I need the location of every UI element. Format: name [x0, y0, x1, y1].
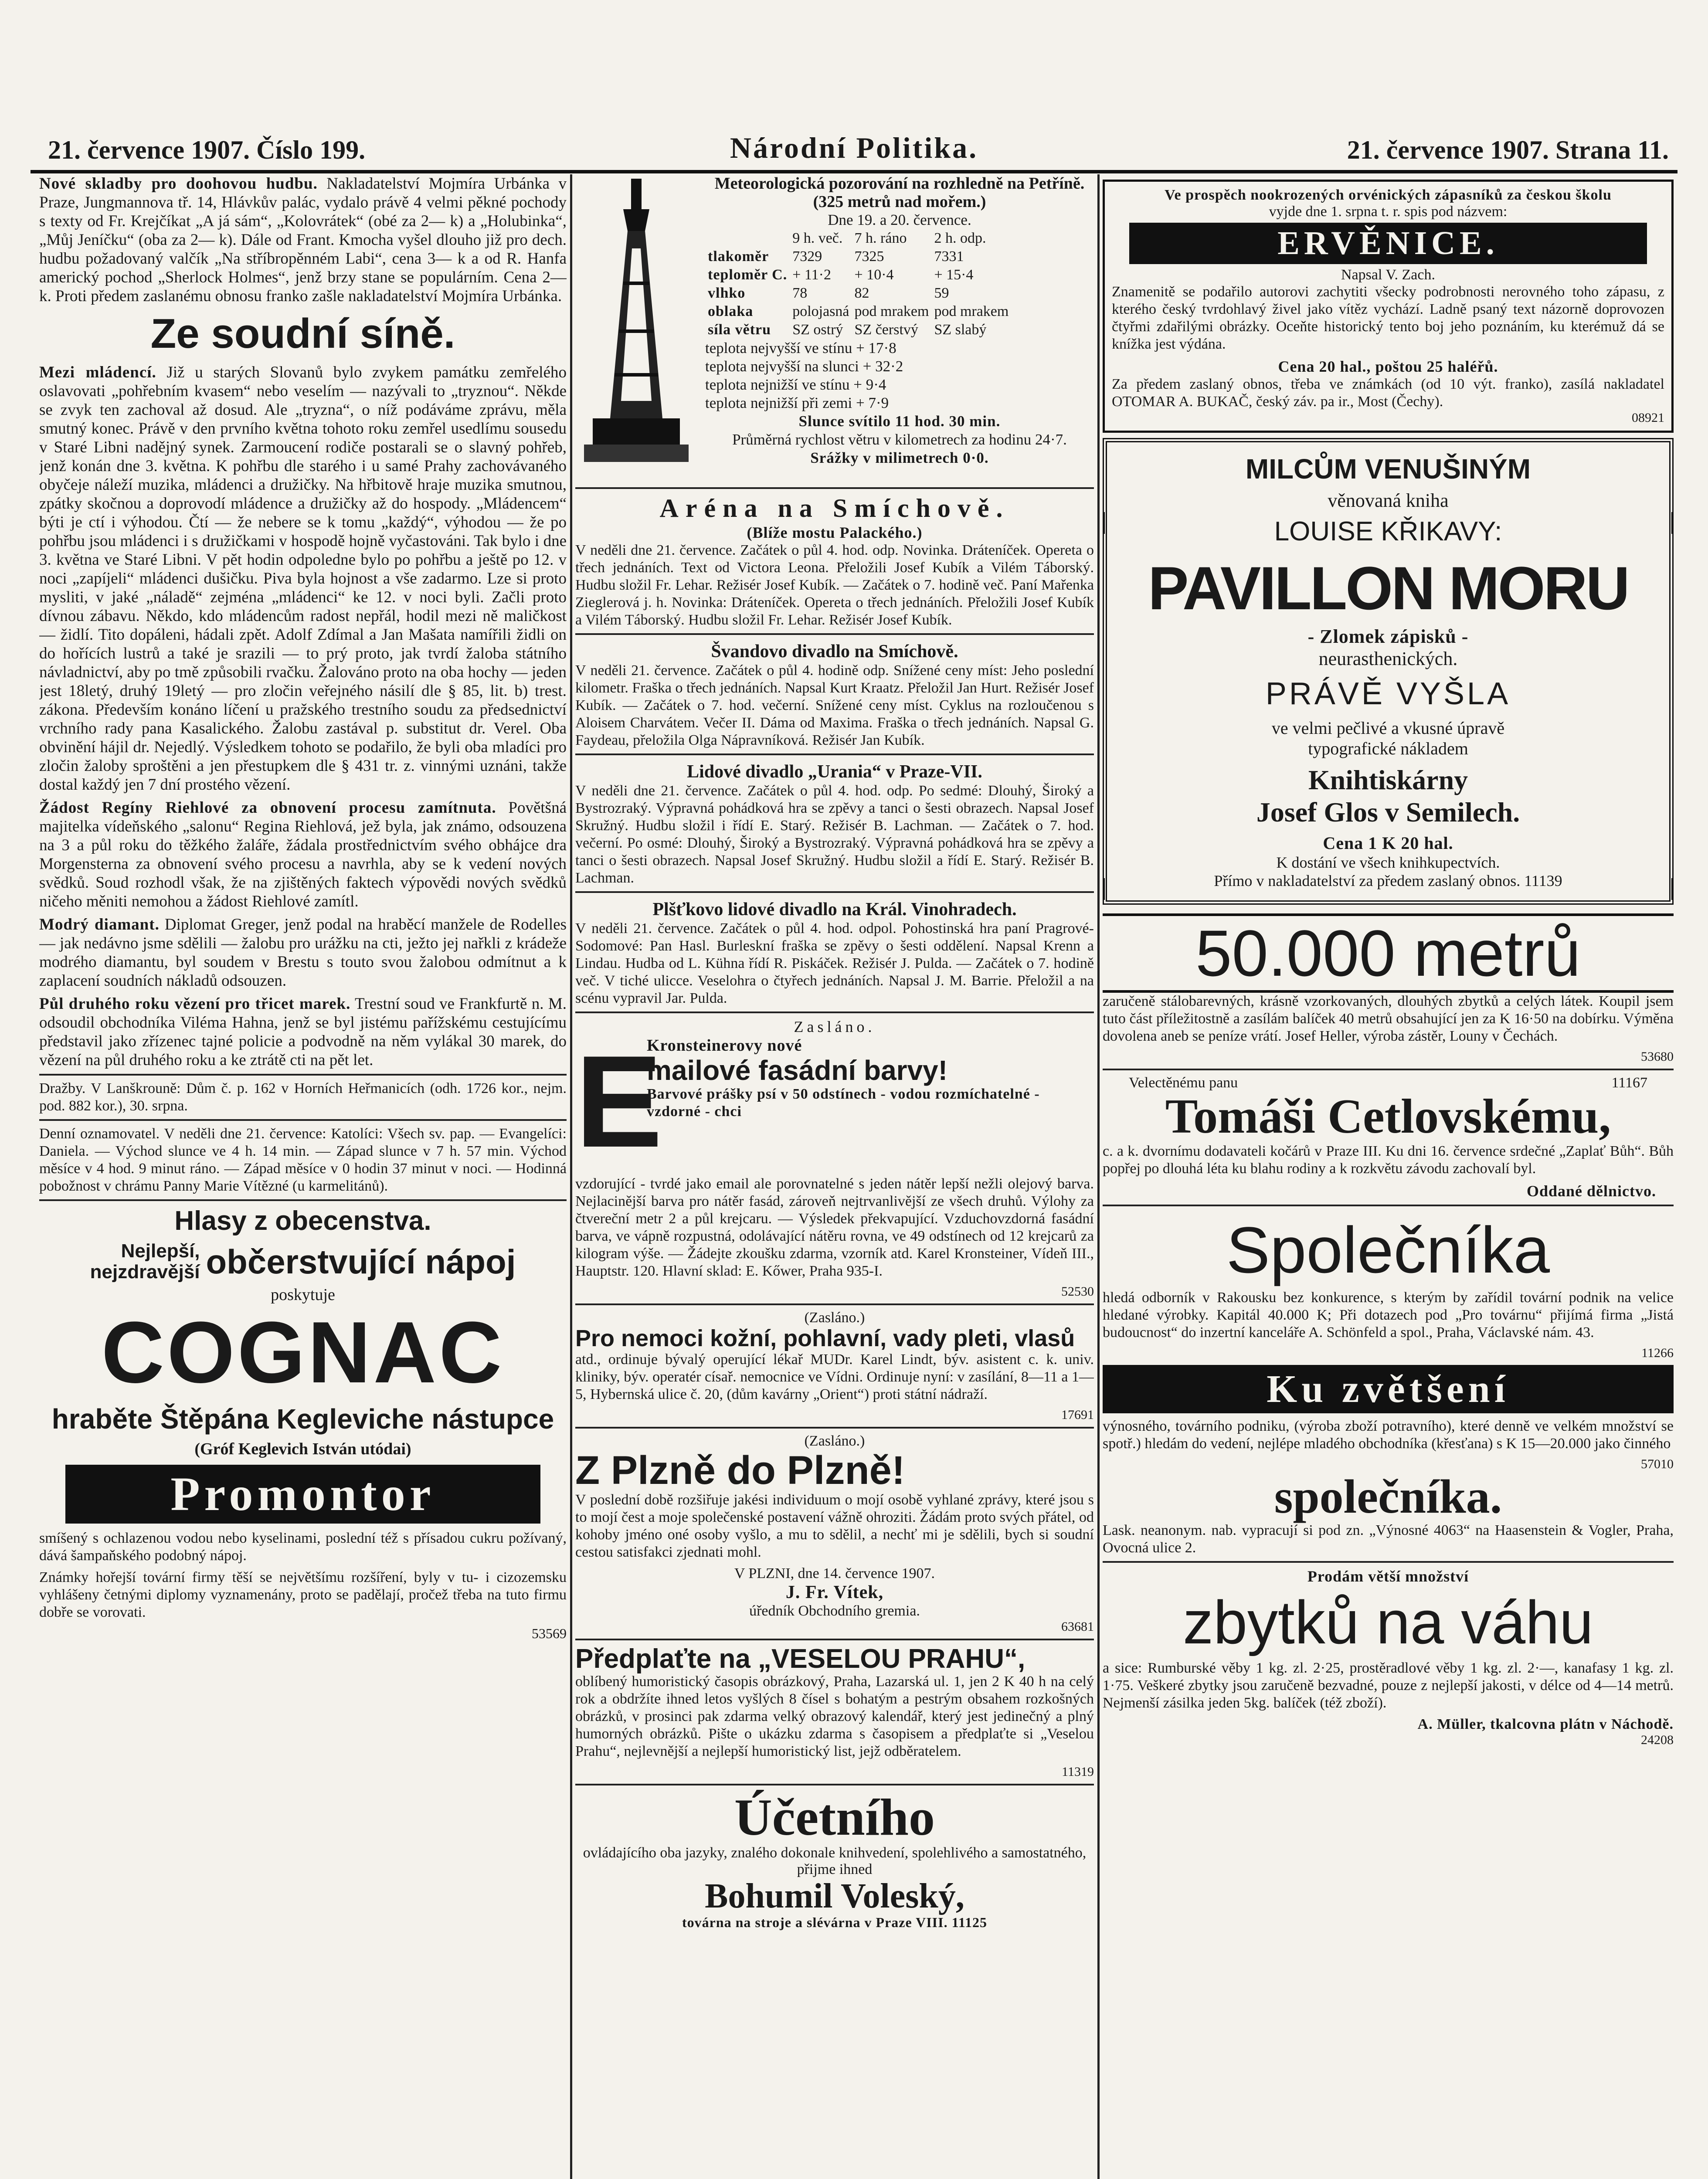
ad-text — [575, 1914, 1094, 1931]
article-hahn: Půl druhého roku vězení pro třicet marek. Trestní soud ve Frankfurtě n. M. odsoudil obchodníka Viléma Hahna, jenž se byl jistému pařížskému cestujícímu představil jako zřízenec tajné policie a podvodně na něm vylákal 30 marek, do vězení na půl druhého roku a ke ztrátě cti na pět let. — [39, 995, 567, 1069]
ad-text: a sice: Rumburské věby 1 kg. zl. 2·25, prostěradlové věby 1 kg. zl. 2·—, kanafasy 1 kg. zl. 1·75. Veškeré zbytky jsou zaručeně bezvadné, pouze z nejlepší jakosti, v délce od 4—14 metrů. Nejmenší zásilka jeden 5kg. balíček (též zboží). — [1103, 1660, 1674, 1711]
article-diamond: Modrý diamant. Diplomat Greger, jenž podal na hraběcí manžele de Rodelles — jak nedávno jsme sdělili — žalobu pro urážku na cti, ježto jej nařkli z krádeže modrého diamantu, byl soudem v Brestu s touto svou žalobou odmítnut a k zaplacení soudních nákladů odsouzen. — [39, 916, 567, 990]
ad-number: 11139 — [1524, 872, 1562, 889]
auction-notice: Dražby. V Lanškrouně: Dům č. p. 162 v Horních Heřmanicích (odh. 1726 kor., nejm. pod. 882 kor.), 30. srpna. — [39, 1080, 567, 1114]
ad-company: Knihtiskárny — [1308, 764, 1468, 795]
ad-text: Ve prospěch nookrozených orvénických zápasníků za českou školu — [1165, 187, 1612, 203]
divider — [575, 1427, 1094, 1429]
sent-label: (Zasláno.) — [804, 1432, 865, 1449]
page-number: 21. července 1907. Strana 11. — [1347, 136, 1669, 164]
ad-text: vzdorující - tvrdé jako email ale porovnatelné s jeden nátěr lepší nežli olejový barva. Nejlacinější barva pro nátěr fasád, zároveň nejtrvanlivější ze všech druhů. Výlohy za čtvereční metr 2 a půl krejcaru. — Výsledek překvapující. Vzduchovzdorná fasádní barva, ve vápně rozpustná, odolávající nátěru rovna, ve 49 odstínech od 12 krejcarů za kilogram výše. — Žádejte zkoušku zdarma, vzorník atd. Karel Kronsteiner, Vídeň III., Hauptstr. 120. Hlavní sklad: E. Kőwer, Praha 935-I. — [575, 1176, 1094, 1279]
meteo-cell: síla větru — [708, 322, 771, 338]
meteo-cell: 78 — [792, 285, 808, 301]
ad-text: Napsal V. Zach. — [1341, 267, 1435, 283]
ad-text: výnosného, továrního podniku, (výroba zboží potravního), které denně ve velkém množství se spotř.) hledám do vedení, nejlépe mladého obchodníka (křesťana) s K 15—20.000 jako činného — [1103, 1418, 1674, 1452]
music-notice: Nové skladby pro doohovou hudbu. Nakladatelství Mojmíra Urbánka v Praze, Jungmannova tř. 14, Hlávkův palác, vydalo právě 4 velmi pěkné pochody s texty od Fr. Krejčíkat „A já sám“, „Kolovrátek“ (obé za 2— k) a „Holubinka“, „Můj Jeníčku“ (oba za 2— k). Dále od Frant. Kmocha vyšel dlouho již pro dech. hudbu požadovaný valčík „Na stříbropěnném Labi“, cena 3— k a od R. Hanfa americký pochod „Sherlock Holmes“, jenž brzy stane se populárním. Cena 2— k. Proti předem zaslanému obnosu franko zašle nakladatelství Mojmíra Urbánka. — [39, 175, 567, 305]
divider — [575, 1784, 1094, 1785]
meteo-col-head — [705, 229, 790, 248]
ad-text: c. a k. dvornímu dodavateli kočárů v Praze III. Ku dni 16. července srdečné „Zaplať Bůh“. Bůh popřej po dlouhá léta ku blahu rodiny a k rozkvětu závodu zachovalí byl. — [1103, 1143, 1674, 1177]
ad-slogan: Ku zvětšení — [1103, 1365, 1674, 1413]
meteo-col-head: 9 h. več. — [792, 230, 843, 246]
divider — [575, 1303, 1094, 1305]
divider — [39, 1199, 567, 1201]
theatre-program: V neděli dne 21. července. Začátek o půl 4. hod. odp. Po sedmé: Dlouhý, Široký a Bystrozraký. Výpravná pohádková hra se zpěvy a tanci o šesti obrazech. Napsal Josef Skružný. Hudbu složil i řídí E. Starý. Režisér B. Lachman. — Začátek o 7. hod. večerní. Po osmé: Dlouhý, Široký a Bystrozraký. Výpravná pohádková hra se zpěvy a tanci o šesti obrazech. Napsal Josef Skružný. Hudbu složil a řídí E. Starý. Režisér B. Lachman. — [575, 783, 1094, 886]
meteo-cell: tlakoměr — [708, 248, 769, 265]
dropcap-e: E — [575, 1028, 663, 1174]
meteo-cell: + 11·2 — [792, 267, 831, 283]
ad-slogan: mailové fasádní barvy! — [647, 1055, 948, 1086]
meteo-cell: 59 — [934, 285, 949, 301]
ad-signature: Oddané dělnictvo. — [1526, 1182, 1656, 1200]
ad-slogan: ERVĚNICE. — [1129, 223, 1647, 264]
ad-text: V PLZNI, dne 14. července 1907. — [734, 1565, 935, 1582]
meteo-cell: 82 — [854, 285, 869, 301]
cognac-brand: COGNAC — [101, 1304, 505, 1401]
meteo-col-head: 2 h. odp. — [934, 230, 986, 246]
meteo-date: Dne 19. a 20. července. — [828, 211, 971, 228]
ad-slogan: občerstvující nápoj — [206, 1242, 516, 1281]
meteo-line: teplota nejnižší ve stínu + 9·4 — [705, 376, 886, 393]
meteo-cell: SZ ostrý — [792, 322, 843, 338]
divider — [1103, 1069, 1674, 1070]
meteo-cell: + 15·4 — [934, 267, 974, 283]
ornament — [1671, 512, 1674, 534]
ad-number: 57010 — [1641, 1456, 1674, 1471]
masthead — [31, 131, 1677, 170]
theatre-title: Lidové divadlo „Urania“ v Praze-VII. — [687, 762, 982, 782]
meteo-cell: polojasná — [792, 303, 849, 319]
ad-company: Bohumil Voleský, — [705, 1877, 964, 1916]
ad-text: Kronsteinerovy nové — [647, 1036, 802, 1055]
ad-text: atd., ordinuje bývalý operující lékař MUDr. Karel Lindt, býv. asistent c. k. univ. kliniky, býv. operatér císař. nemocnice ve Vídni. Ordinuje nyní: v zasílání, 8—11 a 1—5, Hybernská ulice č. 20, (dům kavárny „Orient“) proti státní nádraží. — [575, 1351, 1094, 1402]
column-3 — [1103, 174, 1674, 2179]
divider — [575, 891, 1094, 893]
divider — [39, 1119, 567, 1121]
ad-signature: A. Müller, tkalcovna plátn v Náchodě. — [1417, 1716, 1674, 1733]
meteo-line: Průměrná rychlost větru v kilometrech za hodinu 24·7. — [732, 431, 1067, 448]
ad-text: úředník Obchodního gremia. — [749, 1603, 920, 1619]
ad-text: hledá odborník v Rakousku bez konkurence, s kterým by zařídil tovární podnik na velice hledané výrobky. Kapitál 40.000 K; Při dotazech pod „Pro továrnu“ přijímá firma „Jistá budoucnost“ do inzertní kanceláře A. Schönfeld a spol., Praha, Václavské nám. 43. — [1103, 1289, 1674, 1341]
column-2 — [575, 174, 1094, 2179]
ad-company-hu: (Gróf Keglevich István utódai) — [194, 1440, 411, 1458]
meteo-title: Meteorologická pozorování na rozhledně na Petříně. (325 metrů nad mořem.) — [714, 174, 1085, 211]
meteo-line: Slunce svítilo 11 hod. 30 min. — [798, 413, 1001, 430]
meteo-line: teplota nejnižší při zemi + 7·9 — [705, 394, 889, 411]
ad-text: K dostání ve všech knihkupectvích. — [1276, 854, 1500, 871]
theatre-subtitle: (Blíže mostu Palackého.) — [747, 524, 923, 541]
theatre-title: Švandovo divadlo na Smíchově. — [711, 641, 958, 662]
ad-slogan: Pro nemoci kožní, pohlavní, vady pleti, vlasů — [575, 1325, 1075, 1351]
meteo-cell: 7331 — [934, 248, 964, 265]
meteo-table — [705, 229, 1011, 339]
divider — [575, 753, 1094, 755]
ornament — [1671, 878, 1674, 900]
ad-slogan: Účetního — [734, 1788, 935, 1846]
ad-number: 24208 — [1641, 1733, 1674, 1748]
theatre-program: V neděli dne 21. července. Začátek o půl 4. hod. odp. Novinka. Dráteníček. Opereta o třech jednáních. Text od Victora Leona. Přeložili Josef Kubík a Vilém Táborský. Hudbu složil Fr. Lehar. Režisér Josef Kubík. — Začátek o 7. hodině več. Paní Mařenka Zieglerová j. h. Novinka: Dráteníček. Opereta o třech jednáních. Přeložili Josef Kubík a Vilém Táborský. Hudbu složil Fr. Lehar. Režisér Josef Kubík. — [575, 542, 1094, 628]
ad-number: 63681 — [1061, 1619, 1094, 1634]
divider — [575, 633, 1094, 635]
petrin-tower-icon — [575, 174, 697, 479]
meteo-cell: oblaka — [708, 303, 754, 319]
ad-text: ovládajícího oba jazyky, znalého dokonale knihvedení, spolehlivého a samostatného, přijme ihned — [583, 1845, 1087, 1878]
meteo-col-head: 7 h. ráno — [854, 230, 907, 246]
meteo-cell: + 10·4 — [854, 267, 894, 283]
ornament — [1103, 878, 1105, 900]
masthead-rule — [31, 170, 1677, 173]
ad-heading: Hlasy z obecenstva. — [174, 1206, 431, 1236]
ad-number: 11167 — [1611, 1075, 1647, 1091]
ad-slogan: společníka. — [1274, 1470, 1502, 1523]
ad-text: smíšený s ochlazenou vodou nebo kyselinami, poslední též s přísadou cukru požívaný, dává šampaňského podobný nápoj. — [39, 1530, 567, 1564]
divider — [39, 1074, 567, 1076]
ad-company: Josef Glos v Semilech. — [1256, 797, 1520, 828]
ad-text — [1124, 872, 1652, 890]
cognac-ad — [39, 1205, 567, 1642]
article-tryzna: Mezi mládencí. Již u starých Slovanů bylo zvykem památku zemřelého oslavovati „pohřebním kvasem“ nebo veselím — nazývali to „tryznou“. Někde se zvyk ten zachoval až dosud. Ale „tryzna“, o níž podáváme zprávu, měla smutný konec. Právě v den prvního května tohoto roku zemřel usedlímu sousedu v Staré Libni nadějný synek. Zarmoucení rodiče postarali se o slavný pohřeb, jenž konán dne 3. května. K pohřbu dle starého i u samé Prahy zachovávaného obyčeje náleží muzika, mládenci a družičky. Na hřbitově hraje muzika smutnou, zpátky skočnou a doprovodí mládence a družičky až do hospody. „Mládencem“ býti je ctí i výhodou. Čtí — že nebere se k tomu „každý“, výhodou — že po pohřbu jsou mládenci i s družičkami v hospodě hojně vyčastováni. Tak bylo i dne 3. května ve Staré Libni. V pět hodin odpoledne bylo po pohřbu a ještě po 12. v noci „zapíjeli“ mládenci dušičku. Piva byla hojnost a vše zadarmo. Lze si proto mysliti, v jaké „náladě“ zejména „mládenci“ ke 12. v noci byli. Začli proto dívnou zábavu. Někdo, kdo mládencům radost nepřál, hodil mezi ně maličkost — židlí. Tito dopáleni, hádali zpět. Adolf Zdímal a Jan Mašata namířili židli on do hořících lustrů a také je srazili — to prý proto, jak tvrdí žaloba státního návladnictví, aby po tmě způsobili rvačku. Žalováno proto na oba hochy — jeden jest 18letý, druhý 19letý — pro zločin veřejného násilí dle § 85, lit. b) trest. zákona. Především konáno líčení u pražského trestního soudu za předsednictví vrchního rady pana Kasalického. Žalobu zastával p. substitut dr. Verel. Oba obvinění hájil dr. Nejedlý. Výsledkem tohoto se podařilo, že byli oba mladíci pro zločin žaloby sproštěni a jen přestupkem dle § 431 tr. z. vinnými uznáni, takže dostal každý jen 7 dní prostého vězení. — [39, 363, 567, 794]
column-divider — [570, 174, 572, 2179]
ad-number: 53569 — [532, 1626, 567, 1641]
ad-author: LOUISE KŘIKAVY: — [1274, 516, 1502, 546]
ad-text: Prodám větší množství — [1307, 1568, 1469, 1585]
ad-price: Cena 20 hal., poštou 25 haléřů. — [1278, 358, 1498, 375]
theatre-title: Plšťkovo lidové divadlo na Král. Vinohradech. — [652, 899, 1017, 920]
ad-text: Lask. neanonym. nab. vypracují si pod zn. „Výnosné 4063“ na Haasenstein & Vogler, Praha, Ovocná ulice 2. — [1103, 1522, 1674, 1556]
ad-header — [1103, 1075, 1674, 1091]
ad-number: 17691 — [1061, 1407, 1094, 1422]
theatre-program: V neděli 21. července. Začátek o půl 4. hod. odpol. Pohostinská hra paní Pragrové-Sodomové: Pan Hasl. Burleskní fraška se zpěvy o šesti oddělení. Napsal Krenn a Lindau. Hudba od L. Kühna řídí R. Piskáček. Režisér J. Pulda. — Začátek o 7. hodině več. V tiché ulicce. Veselohra o čtyřech jednáních. Napsal J. M. Barrie. Přeložil a na scénu vypravil Jar. Pulda. — [575, 920, 1094, 1006]
ad-price: Cena 1 K 20 hal. — [1323, 833, 1453, 853]
meteo-report — [575, 174, 1094, 483]
divider — [575, 1011, 1094, 1013]
article-riehl: Žádost Regíny Riehlové za obnovení procesu zamítnuta. Povětšná majitelka vídeňského „salonu“ Regina Riehlová, jež byla, jak známo, odsouzena na 3 a půl roku do těžkého žaláře, žádala prostřednictvím svého obhájce dra Morgensterna za obnovení svého procesu a navrhla, aby se k vedení nových svědků. Soud rozhodl však, že na zjištěných faktech výpovědi nových svědků ničeho měniti nemohou a žádost Riehlové zamítl. — [39, 799, 567, 910]
ad-slogan: 50.000 metrů — [1103, 913, 1674, 993]
ad-text: Za předem zaslaný obnos, třeba ve známkách (od 10 výt. franko), zasílá nakladatel OTOMAR A. BUKAČ, český záv. pa ir., Most (Čechy). — [1112, 376, 1664, 410]
ad-text: zaručeně stálobarevných, krásně vzorkovaných, dlouhých zbytků a celých látek. Koupil jsem tuto část příležitostně a zasílám balíček 40 metrů obsahující jen za K 16·50 na dobírku. Výměna dovolena aneb se peníze vrátí. Josef Heller, výroba zástěr, Louny v Čechách. — [1103, 993, 1674, 1044]
ad-number: 11266 — [1641, 1345, 1674, 1360]
meteo-line: Srážky v milimetrech 0·0. — [810, 449, 989, 466]
divider — [575, 1639, 1094, 1640]
ornament — [1103, 512, 1105, 534]
milcum-ad — [1103, 438, 1674, 905]
ad-heading: MILCŮM VENUŠINÝM — [1245, 453, 1531, 485]
ad-company: hraběte Štěpána Kegleviche nástupce — [51, 1403, 554, 1435]
issue-date-left: 21. července 1907. Číslo 199. — [48, 136, 366, 164]
meteo-line: teplota nejvyšší na slunci + 32·2 — [705, 358, 903, 375]
ad-number: 11319 — [1062, 1765, 1094, 1779]
meteo-cell: pod mrakem — [854, 303, 929, 319]
sent-label: (Zasláno.) — [804, 1310, 865, 1326]
book-title: PAVILLON MORU — [1148, 554, 1628, 622]
ad-number: 52530 — [1061, 1284, 1094, 1299]
column-divider — [1097, 174, 1100, 2179]
ad-text: neurasthenických. — [1318, 648, 1458, 669]
ad-text: věnovaná kniha — [1328, 490, 1449, 511]
ad-text: typografické nákladem — [1308, 739, 1468, 758]
newspaper-title: Národní Politika. — [730, 131, 978, 164]
ad-text: ve velmi pečlivé a vkusné úpravě — [1271, 718, 1505, 738]
meteo-cell: vlhko — [708, 285, 746, 301]
daily-calendar: Denní oznamovatel. V neděli dne 21. července: Katolíci: Všech sv. pap. — Evangelíci: Daniela. — Východ slunce ve 4 h. 14 min. — Západ slunce v 7 h. 57 min. Východ měsíce v 4 hod. 9 minut ráno. — Západ měsíce v 0 hodin 37 minut v noci. — Hodinná pobožnost v chrámu Panny Marie Vítězné (u karmelitánů). — [39, 1126, 567, 1194]
ad-text: Barvové prášky psí v 50 odstínech - vodou rozmíchatelné - vzdorné - chci — [647, 1086, 1040, 1120]
divider — [575, 487, 1094, 489]
ad-text: vyjde dne 1. srpna t. r. spis pod názvem: — [1269, 204, 1508, 220]
divider — [1103, 1205, 1674, 1206]
ervenice-ad — [1103, 180, 1674, 433]
divider — [1103, 1561, 1674, 1563]
ad-slogan: zbytků na váhu — [1183, 1588, 1593, 1657]
meteo-line: teplota nejvyšší ve stínu + 17·8 — [705, 339, 896, 356]
ad-text: oblíbený humoristický časopis obrázkový, Praha, Lazarská ul. 1, jen 2 K 40 h na celý rok a obdržíte ihned letos vyšlých 8 čísel s bohatým a pestrým obsahem rozkošných obrázků, v prosinci pak zdarma velký obrazový kalendář, který jest jedinečný a plný humorných obrázků. Pište o ukázku zdarma s časopisem a předplaťte si „Veselou Prahu“, nejlevnější a nejlepší humoristický list, jejž odběratelem. — [575, 1673, 1094, 1760]
ad-text: Známky hořejší tovární firmy těší se největšímu rozšíření, byly v tu- i cizozemsku vyhlášeny četnými diplomy vyznamenány, proto se padělají, pročež třeba na tuto firmu dobře se vorovati. — [39, 1569, 567, 1620]
ad-number: 53680 — [1641, 1049, 1674, 1064]
ad-text: poskytuje — [271, 1286, 335, 1304]
ad-text: V poslední době rozšiřuje jakési individuum o mojí osobě vyhlané zprávy, které jsou s to mojí čest a moje společenské postavení vážně ohroziti. Žádám proto svých přátel, od kohoby jméno oné osoby vyšlo, a mu to sdělil, a nechť mi je sdělili, bych si soudní cestou satisfakci zjednati mohl. — [575, 1492, 1094, 1561]
ad-number: 11125 — [951, 1914, 988, 1931]
theatre-title: Aréna na Smíchově. — [659, 494, 1010, 523]
ad-text: Přímo v nakladatelství za předem zaslaný obnos. — [1214, 872, 1521, 889]
promontor-brand: Promontor — [65, 1465, 540, 1524]
section-title: Ze soudní síně. — [150, 310, 455, 357]
sent-label: Zasláno. — [794, 1018, 876, 1035]
ad-slogan: Tomáši Cetlovskému, — [1165, 1090, 1611, 1144]
ad-text: Znamenitě se podařilo autorovi zachytiti všecky podrobnosti nerovného toho zápasu, z kterého český tvrdohlavý živel jako vítěz vychází. Ladně psaný text názorně doprovozen čtyřmi zdařilými obrázky. Oceňte historický tento boj jeho poznáním, ku kterémuž dá se knížka jest výdána. — [1112, 284, 1664, 352]
ad-text: - Zlomek zápisků - — [1307, 626, 1469, 647]
ad-text: Velectěnému panu — [1129, 1075, 1238, 1091]
ad-number: 08921 — [1632, 411, 1664, 425]
ad-text: nejzdravější — [90, 1261, 200, 1283]
theatre-program: V neděli 21. července. Začátek o půl 4. hodině odp. Snížené ceny míst: Jeho poslední kilometr. Fraška o třech jednáních. Napsal Kurt Kraatz. Přeložil Jan Hurt. Režisér Josef Kubík. — Začátek o 7. hod. večerní. Snížené ceny míst. Cyklus na rozloučenou s Aloisem Charvátem. Večer II. Dáma od Maxima. Fraška o třech jednáních. Napsal G. Faydeau, přeložila Olga Nápravníková. Režisér Jan Kubík. — [575, 662, 1094, 748]
meteo-cell: 7329 — [792, 248, 822, 265]
ad-text: Nejlepší, — [121, 1240, 200, 1262]
ad-signature: J. Fr. Vítek, — [785, 1582, 884, 1603]
ad-slogan: Z Plzně do Plzně! — [575, 1448, 905, 1493]
column-1 — [39, 174, 567, 2179]
meteo-cell: teploměr C. — [708, 267, 788, 283]
ad-slogan: Předplaťte na „VESELOU PRAHU“, — [575, 1644, 1025, 1674]
ad-address: továrna na stroje a slévárna v Praze VIII. — [682, 1914, 948, 1931]
meteo-cell: pod mrakem — [934, 303, 1009, 319]
meteo-cell: 7325 — [854, 248, 884, 265]
kronsteiner-ad — [575, 1028, 1094, 1299]
meteo-cell: SZ čerstvý — [854, 322, 918, 338]
meteo-cell: SZ slabý — [934, 322, 987, 338]
ad-slogan: Společníka — [1226, 1213, 1550, 1286]
ad-slogan: PRÁVĚ VYŠLA — [1265, 676, 1511, 711]
